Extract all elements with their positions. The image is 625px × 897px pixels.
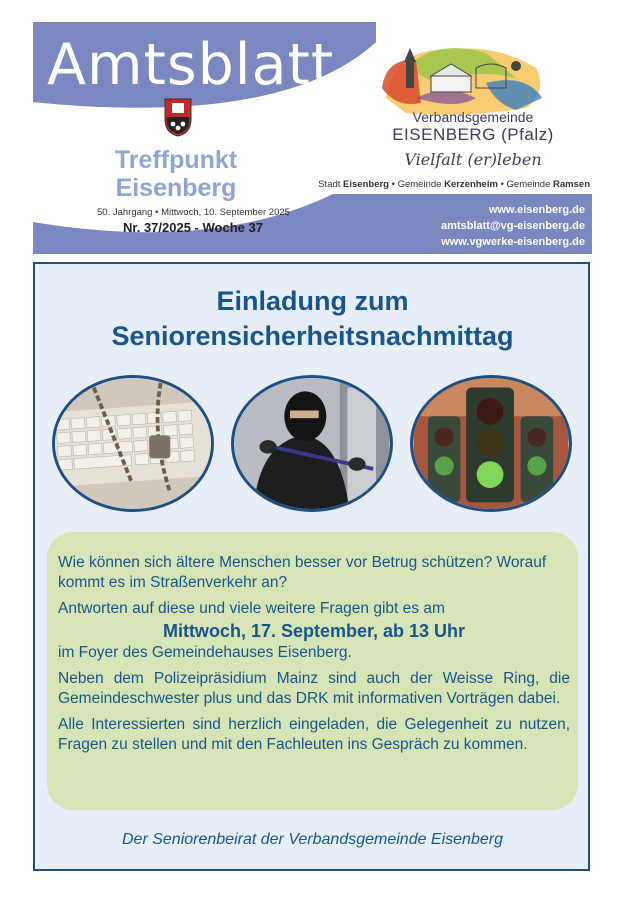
info-paragraph-1: Wie können sich ältere Menschen besser vor Betrug schützen? Worauf kommt es im Straßenverkehr an?	[58, 554, 547, 591]
issue-date-line: 50. Jahrgang • Mittwoch, 10. September 2025	[97, 207, 290, 218]
verbandsgemeinde-logo-icon	[376, 38, 548, 120]
article-title-line2: Seniorensicherheitsnachmittag	[111, 321, 514, 351]
publication-name-line2: Eisenberg	[115, 174, 237, 202]
keyboard-chain-image	[55, 378, 211, 509]
masthead-title: Amtsblatt	[47, 32, 335, 98]
member-name: Ramsen	[553, 179, 590, 190]
publication-name	[99, 146, 253, 202]
contact-links	[373, 202, 585, 250]
vg-name: Verbandsgemeinde	[412, 109, 534, 125]
vg-name-eisenberg: EISENBERG (Pfalz)	[392, 125, 554, 144]
info-text	[58, 553, 570, 761]
traffic-lights-image	[413, 378, 569, 509]
publication-name-line1: Treffpunkt	[114, 146, 238, 174]
member-prefix: Gemeinde	[506, 179, 551, 190]
vg-slogan: Vielfalt (er)leben	[404, 150, 542, 169]
info-paragraph-2: Antworten auf diese und viele weitere Fragen gibt es am	[58, 600, 445, 617]
website-link[interactable]: www.eisenberg.de	[488, 204, 585, 216]
article-title-line1: Einladung zum	[216, 286, 409, 316]
signature: Der Seniorenbeirat der Verbandsgemeinde Eisenberg	[122, 831, 503, 848]
traffic-lights-photo	[410, 375, 572, 512]
burglar-photo	[231, 375, 393, 512]
info-paragraph-4: Neben dem Polizeipräsidium Mainz sind auch der Weisse Ring, die Gemeindeschwester plus und das DRK mit informativen Vorträgen dabei.	[58, 670, 570, 707]
keyboard-chain-photo	[52, 375, 214, 512]
event-date: Mittwoch, 17. September, ab 13 Uhr	[162, 621, 466, 641]
burglar-image	[234, 378, 390, 509]
member-prefix: Stadt	[318, 179, 341, 190]
info-paragraph-5: Alle Interessierten sind herzlich eingeladen, die Gelegenheit zu nutzen, Fragen zu stellen und mit den Fachleuten ins Gespräch zu kommen.	[58, 716, 570, 753]
email-link[interactable]: amtsblatt@vg-eisenberg.de	[441, 220, 585, 232]
masthead-header	[33, 22, 592, 254]
member-name: Eisenberg	[343, 179, 389, 190]
member-prefix: Gemeinde	[397, 179, 442, 190]
issue-number: Nr. 37/2025 - Woche 37	[123, 220, 263, 235]
member-municipalities: Stadt Eisenberg • Gemeinde Kerzenheim • Gemeinde Ramsen	[318, 179, 590, 190]
article-title	[0, 284, 625, 354]
info-paragraph-3: im Foyer des Gemeindehauses Eisenberg.	[58, 644, 352, 661]
member-name: Kerzenheim	[444, 179, 498, 190]
vgwerke-link[interactable]: www.vgwerke-eisenberg.de	[441, 236, 585, 248]
coat-of-arms-icon	[163, 97, 193, 137]
